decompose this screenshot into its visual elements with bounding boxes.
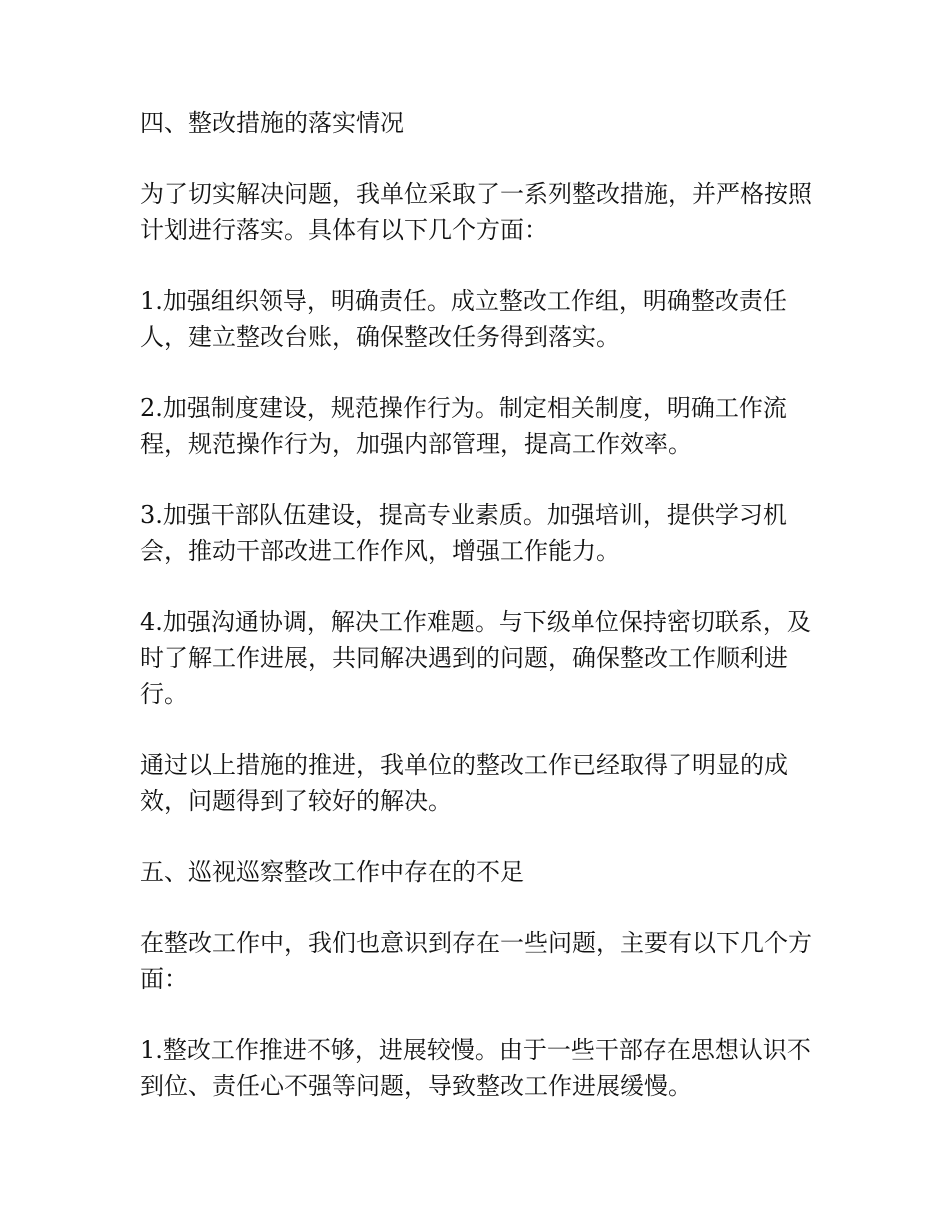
- document-body: [140, 105, 815, 1139]
- problem-item-1: 1.整改工作推进不够，进展较慢。由于一些干部存在思想认识不到位、责任心不强等问题，导致整改工作进展缓慢。: [140, 1036, 811, 1100]
- section-heading-5: 五、巡视巡察整改工作中存在的不足: [140, 858, 524, 886]
- paragraph-intro: 为了切实解决问题，我单位采取了一系列整改措施，并严格按照计划进行落实。具体有以下几个方面：: [140, 180, 812, 244]
- section-heading-4: 四、整改措施的落实情况: [140, 109, 404, 137]
- list-item-1: 1.加强组织领导，明确责任。成立整改工作组，明确整改责任人，建立整改台账，确保整改任务得到落实。: [140, 287, 787, 351]
- paragraph-summary: 通过以上措施的推进，我单位的整改工作已经取得了明显的成效，问题得到了较好的解决。: [140, 751, 788, 815]
- list-item-4: 4.加强沟通协调，解决工作难题。与下级单位保持密切联系，及时了解工作进展，共同解决遇到的问题，确保整改工作顺利进行。: [140, 608, 811, 708]
- paragraph-problems-intro: 在整改工作中，我们也意识到存在一些问题，主要有以下几个方面：: [140, 929, 812, 993]
- list-item-2: 2.加强制度建设，规范操作行为。制定相关制度，明确工作流程，规范操作行为，加强内部管理，提高工作效率。: [140, 394, 787, 458]
- list-item-3: 3.加强干部队伍建设，提高专业素质。加强培训，提供学习机会，推动干部改进工作作风，增强工作能力。: [140, 501, 787, 565]
